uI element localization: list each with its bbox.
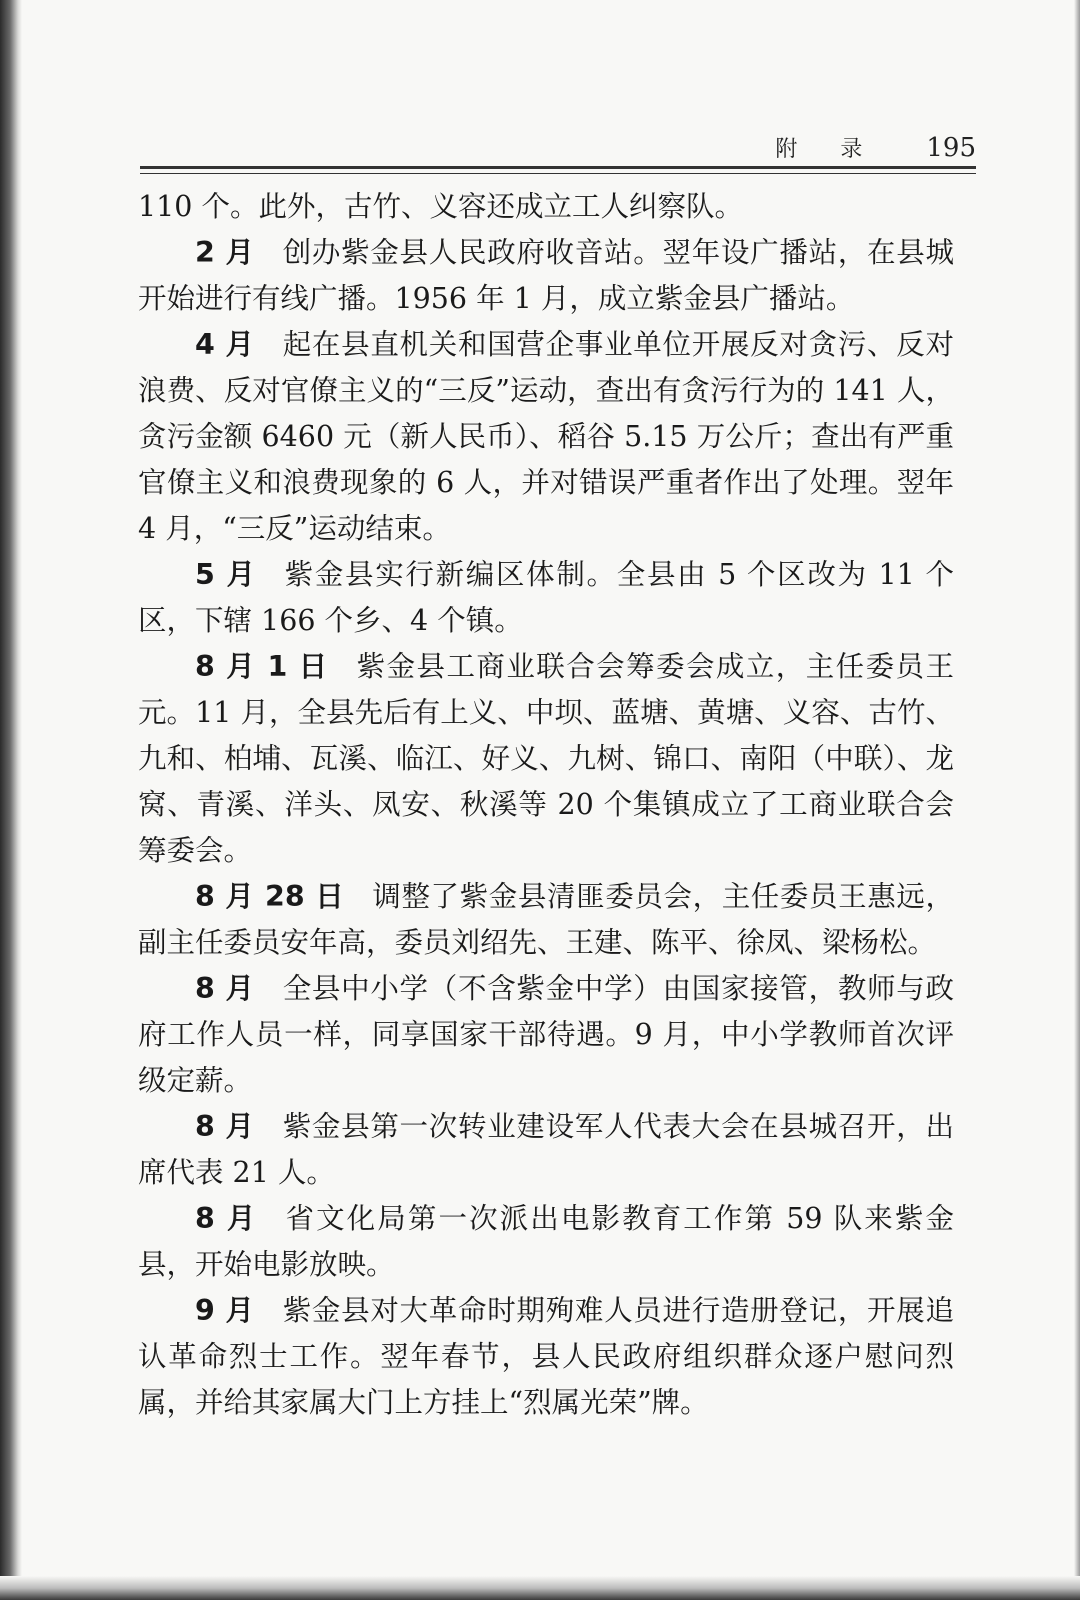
scan-edge-left <box>0 0 22 1600</box>
header-rule-thick <box>140 166 976 169</box>
entry-text: 创办紫金县人民政府收音站。翌年设广播站，在县城开始进行有线广播。1956 年 1 月，成立紫金县广播站。 <box>138 236 954 315</box>
entry-text: 调整了紫金县清匪委员会，主任委员王惠远，副主任委员安年高，委员刘绍先、王建、陈平、徐凤、梁杨松。 <box>138 880 954 959</box>
chronicle-entry <box>138 1288 954 1426</box>
chronicle-entry <box>138 230 954 322</box>
entry-date: 4 月 <box>195 328 255 361</box>
header-rule-thin <box>140 173 976 174</box>
entry-text: 紫金县工商业联合会筹委会成立，主任委员王元。11 月，全县先后有上义、中坝、蓝塘、黄塘、义容、古竹、九和、柏埔、瓦溪、临江、好义、九树、锦口、南阳（中联）、龙窝、青溪、洋头、凤安、秋溪等 20 个集镇成立了工商业联合会筹委会。 <box>138 650 954 867</box>
scan-edge-right <box>1074 0 1080 1600</box>
entry-date: 8 月 <box>195 1202 258 1235</box>
entry-date: 9 月 <box>195 1294 255 1327</box>
running-header <box>775 132 976 163</box>
entry-text: 紫金县实行新编区体制。全县由 5 个区改为 11 个区，下辖 166 个乡、4 个镇。 <box>138 558 954 637</box>
chronicle-entry <box>138 1104 954 1196</box>
entry-date: 8 月 28 日 <box>195 880 345 913</box>
paragraph-continuation <box>138 184 954 230</box>
chronicle-entry <box>138 322 954 552</box>
entry-date: 8 月 <box>195 972 255 1005</box>
scan-edge-bottom <box>0 1576 1080 1600</box>
entry-text: 全县中小学（不含紫金中学）由国家接管，教师与政府工作人员一样，同享国家干部待遇。9 月，中小学教师首次评级定薪。 <box>138 972 954 1097</box>
entry-date: 5 月 <box>195 558 257 591</box>
paragraph-text: 110 个。此外，古竹、义容还成立工人纠察队。 <box>138 190 743 223</box>
entry-date: 8 月 <box>195 1110 255 1143</box>
chronicle-entry <box>138 644 954 874</box>
entry-text: 省文化局第一次派出电影教育工作第 59 队来紫金县，开始电影放映。 <box>138 1202 954 1281</box>
entry-text: 紫金县第一次转业建设军人代表大会在县城召开，出席代表 21 人。 <box>138 1110 954 1189</box>
entry-text: 紫金县对大革命时期殉难人员进行造册登记，开展追认革命烈士工作。翌年春节，县人民政府组织群众逐户慰问烈属，并给其家属大门上方挂上“烈属光荣”牌。 <box>138 1294 954 1419</box>
chronicle-entry <box>138 966 954 1104</box>
chronicle-entry <box>138 1196 954 1288</box>
entry-date: 2 月 <box>195 236 255 269</box>
entry-text: 起在县直机关和国营企事业单位开展反对贪污、反对浪费、反对官僚主义的“三反”运动，查出有贪污行为的 141 人，贪污金额 6460 元（新人民币）、稻谷 5.15 万公斤；查出有严重官僚主义和浪费现象的 6 人，并对错误严重者作出了处理。翌年 4 月，“三反”运动结束。 <box>138 328 954 545</box>
entry-date: 8 月 1 日 <box>195 650 329 683</box>
page-number: 195 <box>926 133 976 163</box>
chronicle-entry <box>138 874 954 966</box>
body-text <box>138 184 954 1426</box>
chronicle-entry <box>138 552 954 644</box>
running-title: 附 录 <box>775 137 881 162</box>
